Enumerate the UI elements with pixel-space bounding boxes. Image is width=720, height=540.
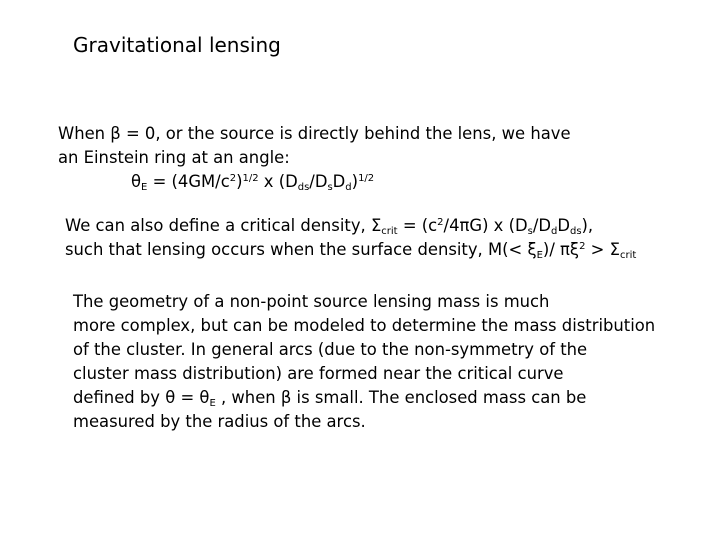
formula-text: ) (236, 172, 243, 191)
formula-subscript: crit (619, 250, 637, 261)
formula-subscript: d (345, 182, 352, 193)
einstein-angle-formula (58, 170, 571, 194)
paragraph-line: of the cluster. In general arcs (due to the non-symmetry of the (73, 340, 588, 359)
paragraph-text: > Σ (585, 240, 620, 259)
formula-subscript: E (141, 182, 148, 193)
formula-text: ) (351, 172, 359, 191)
paragraph-text: /4πG) x (D (443, 216, 528, 235)
paragraph-text: , when β is small. The enclosed mass can be (215, 388, 587, 407)
paragraph-text: D (557, 216, 570, 235)
paragraph-text: /D (532, 216, 551, 235)
formula-text: θ (131, 172, 142, 191)
paragraph-line: measured by the radius of the arcs. (73, 412, 366, 431)
paragraph-text: )/ πξ (542, 240, 580, 259)
formula-superscript: 1/2 (358, 173, 375, 184)
formula-text: /D (309, 172, 328, 191)
formula-text: x (D (258, 172, 298, 191)
formula-subscript: s (327, 182, 333, 193)
formula-subscript: d (550, 226, 558, 237)
critical-density-paragraph (65, 214, 636, 262)
formula-superscript: 2 (229, 173, 237, 184)
formula-superscript: 2 (437, 217, 444, 228)
formula-subscript: crit (381, 226, 398, 237)
paragraph-line (73, 386, 655, 410)
formula-superscript: 1/2 (242, 173, 259, 184)
critical-density-definition (65, 214, 636, 238)
einstein-ring-paragraph (58, 122, 571, 194)
paragraph-line: When β = 0, or the source is directly behind the lens, we have (58, 124, 571, 143)
paragraph-text: such that lensing occurs when the surface density, M(< ξ (65, 240, 537, 259)
paragraph-text: = (c (397, 216, 438, 235)
formula-subscript: s (527, 226, 533, 237)
formula-subscript: E (209, 398, 216, 409)
paragraph-text: defined by θ = θ (73, 388, 210, 407)
formula-text: D (332, 172, 346, 191)
paragraph-text: We can also define a critical density, Σ (65, 216, 382, 235)
formula-subscript: ds (569, 226, 582, 237)
geometry-paragraph (73, 290, 655, 434)
lensing-condition (65, 238, 636, 262)
paragraph-line: more complex, but can be modeled to determine the mass distribution (73, 316, 656, 335)
paragraph-line: The geometry of a non-point source lensing mass is much (73, 292, 550, 311)
formula-text: = (4GM/c (147, 172, 230, 191)
slide-title: Gravitational lensing (73, 33, 281, 57)
formula-superscript: 2 (579, 241, 586, 252)
formula-subscript: E (536, 250, 543, 261)
paragraph-line: cluster mass distribution) are formed near the critical curve (73, 364, 564, 383)
formula-subscript: ds (297, 182, 310, 193)
paragraph-line: an Einstein ring at an angle: (58, 148, 290, 167)
paragraph-text: ), (581, 216, 594, 235)
